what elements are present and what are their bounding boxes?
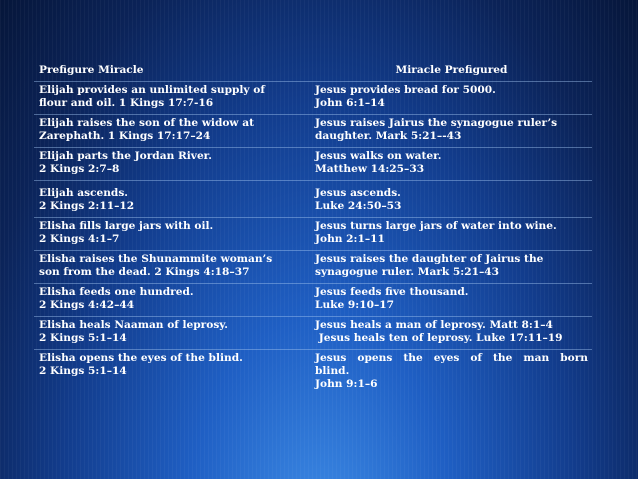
cell-line: John 9:1–6 [315, 378, 378, 390]
new-testament-cell [310, 82, 592, 115]
table-row [34, 251, 592, 284]
table-header-row [34, 61, 592, 82]
old-testament-cell [34, 181, 310, 218]
new-testament-cell [310, 317, 592, 350]
table-row [34, 218, 592, 251]
cell-line: 2 Kings 5:1–14 [39, 332, 127, 344]
cell-line: 2 Kings 2:7–8 [39, 163, 120, 175]
cell-line: Jesus opens the eyes of the man born [315, 352, 588, 364]
old-testament-cell [34, 115, 310, 148]
table-row [34, 148, 592, 181]
cell-line: John 6:1–14 [315, 97, 385, 109]
cell-line: Jesus raises the daughter of Jairus the [315, 253, 544, 265]
table-row [34, 284, 592, 317]
old-testament-cell [34, 317, 310, 350]
cell-line: Jesus heals a man of leprosy. Matt 8:1–4 [315, 319, 553, 331]
old-testament-cell [34, 350, 310, 396]
cell-line: Elijah raises the son of the widow at [39, 117, 254, 129]
cell-line: Jesus turns large jars of water into wine. [315, 220, 557, 232]
new-testament-cell [310, 148, 592, 181]
cell-line: Zarephath. 1 Kings 17:17–24 [39, 130, 211, 142]
table-row [34, 181, 592, 218]
cell-line: Luke 9:10–17 [315, 299, 394, 311]
old-testament-cell [34, 148, 310, 181]
miracles-table [34, 61, 592, 395]
new-testament-cell [310, 181, 592, 218]
cell-line: Matthew 14:25–33 [315, 163, 425, 175]
cell-line: synagogue ruler. Mark 5:21–43 [315, 266, 499, 278]
cell-line: Elijah ascends. [39, 187, 128, 199]
cell-line: Elisha heals Naaman of leprosy. [39, 319, 228, 331]
column-header-prefigure-miracle: Prefigure Miracle [34, 61, 310, 82]
table-row [34, 317, 592, 350]
cell-line: Jesus ascends. [315, 187, 401, 199]
table-row [34, 350, 592, 396]
new-testament-cell [310, 251, 592, 284]
table-row [34, 82, 592, 115]
column-header-miracle-prefigured: Miracle Prefigured [310, 61, 592, 82]
new-testament-cell [310, 284, 592, 317]
new-testament-cell [310, 350, 592, 396]
cell-line: blind. [315, 365, 350, 377]
cell-line: Elijah provides an unlimited supply of [39, 84, 265, 96]
new-testament-cell [310, 115, 592, 148]
cell-line: daughter. Mark 5:21–-43 [315, 130, 462, 142]
cell-line: Luke 24:50–53 [315, 200, 402, 212]
cell-line: son from the dead. 2 Kings 4:18–37 [39, 266, 250, 278]
cell-line: Jesus provides bread for 5000. [315, 84, 496, 96]
old-testament-cell [34, 82, 310, 115]
cell-line: Jesus walks on water. [315, 150, 442, 162]
table-row [34, 115, 592, 148]
cell-line: 2 Kings 2:11–12 [39, 200, 135, 212]
cell-line: 2 Kings 4:1–7 [39, 233, 120, 245]
cell-line: Jesus heals ten of leprosy. Luke 17:11–19 [315, 332, 563, 344]
new-testament-cell [310, 218, 592, 251]
cell-line: 2 Kings 5:1–14 [39, 365, 127, 377]
cell-line: Jesus raises Jairus the synagogue ruler’s [315, 117, 558, 129]
cell-line: flour and oil. 1 Kings 17:7-16 [39, 97, 214, 109]
old-testament-cell [34, 284, 310, 317]
cell-line: John 2:1–11 [315, 233, 385, 245]
cell-line: Elijah parts the Jordan River. [39, 150, 212, 162]
old-testament-cell [34, 251, 310, 284]
old-testament-cell [34, 218, 310, 251]
cell-line: Elisha fills large jars with oil. [39, 220, 214, 232]
cell-line: Elisha raises the Shunammite woman’s [39, 253, 273, 265]
cell-line: Jesus feeds five thousand. [315, 286, 469, 298]
cell-line: Elisha feeds one hundred. [39, 286, 194, 298]
cell-line: Elisha opens the eyes of the blind. [39, 352, 243, 364]
cell-line: 2 Kings 4:42–44 [39, 299, 135, 311]
